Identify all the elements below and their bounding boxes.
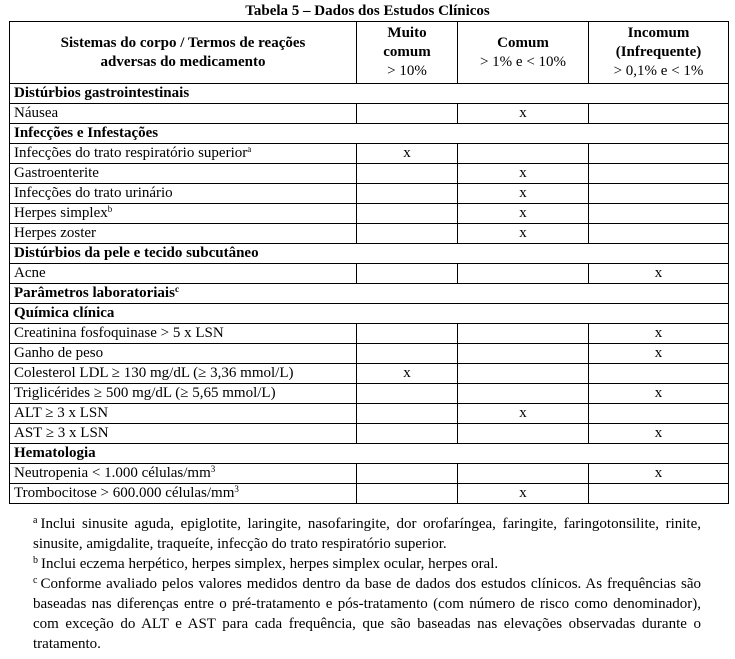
section-row (10, 244, 729, 264)
adverse-reaction-label (10, 464, 357, 484)
section-row (10, 124, 729, 144)
table-row (10, 264, 729, 284)
adverse-reaction-label (10, 384, 357, 404)
common-cell (458, 264, 589, 284)
table-row (10, 404, 729, 424)
adverse-reaction-text: Náusea (14, 105, 59, 121)
footnote-ref: 3 (210, 464, 216, 474)
section-row (10, 84, 729, 104)
adverse-reaction-text: Acne (14, 265, 46, 281)
uncommon-cell: x (589, 424, 729, 444)
common-cell: x (458, 484, 589, 504)
very-common-cell (357, 424, 458, 444)
table-row (10, 224, 729, 244)
uncommon-cell: x (589, 324, 729, 344)
header-line: adversas do medicamento (100, 53, 266, 70)
adverse-reaction-text: Infecções do trato urinário (14, 185, 173, 201)
header-line: Muito (387, 25, 427, 41)
common-cell (458, 424, 589, 444)
clinical-data-table (9, 21, 729, 504)
common-cell: x (458, 224, 589, 244)
very-common-cell (357, 484, 458, 504)
header-line: Incomum (627, 25, 690, 41)
common-cell (458, 144, 589, 164)
adverse-reaction-text: Neutropenia < 1.000 células/mm (14, 465, 211, 481)
adverse-reaction-label (10, 484, 357, 504)
very-common-cell (357, 104, 458, 124)
adverse-reaction-text: Herpes zoster (14, 225, 97, 241)
table-row (10, 484, 729, 504)
table-row (10, 144, 729, 164)
section-label (10, 84, 729, 104)
very-common-cell (357, 384, 458, 404)
section-label (10, 444, 729, 464)
footnote-marker: b (33, 555, 38, 566)
adverse-reaction-label (10, 144, 357, 164)
table-row (10, 344, 729, 364)
common-cell: x (458, 164, 589, 184)
common-cell (458, 324, 589, 344)
common-cell: x (458, 104, 589, 124)
adverse-reaction-label (10, 224, 357, 244)
footnote-c (33, 574, 701, 654)
section-label-text: Parâmetros laboratoriais (14, 285, 175, 301)
section-label (10, 244, 729, 264)
table-caption: Tabela 5 – Dados dos Estudos Clínicos (245, 3, 490, 19)
common-cell: x (458, 404, 589, 424)
section-row (10, 284, 729, 304)
header-very-common (357, 22, 458, 84)
table-row (10, 184, 729, 204)
section-row (10, 444, 729, 464)
uncommon-cell: x (589, 264, 729, 284)
footnote-ref: b (107, 204, 113, 214)
uncommon-cell (589, 404, 729, 424)
common-cell (458, 364, 589, 384)
adverse-reaction-text: ALT ≥ 3 x LSN (14, 405, 109, 421)
header-line: (Infrequente) (615, 44, 702, 60)
header-uncommon (589, 22, 729, 84)
table-row (10, 164, 729, 184)
very-common-cell (357, 464, 458, 484)
header-line: > 1% e < 10% (479, 53, 567, 70)
very-common-cell: x (357, 364, 458, 384)
adverse-reaction-text: Trombocitose > 600.000 células/mm (14, 485, 235, 501)
footnote-ref: a (247, 144, 252, 154)
adverse-reaction-label (10, 364, 357, 384)
section-label (10, 284, 729, 304)
adverse-reaction-text: Colesterol LDL ≥ 130 mg/dL (≥ 3,36 mmol/L) (14, 365, 294, 381)
footnote-ref: c (174, 284, 179, 294)
uncommon-cell: x (589, 344, 729, 364)
table-row (10, 384, 729, 404)
uncommon-cell (589, 104, 729, 124)
very-common-cell (357, 264, 458, 284)
common-cell (458, 384, 589, 404)
section-label-text: Hematologia (14, 445, 96, 461)
uncommon-cell (589, 144, 729, 164)
header-line: > 10% (387, 63, 427, 79)
footnotes (33, 514, 701, 654)
table-body (10, 84, 729, 504)
very-common-cell: x (357, 144, 458, 164)
very-common-cell (357, 224, 458, 244)
very-common-cell (357, 344, 458, 364)
very-common-cell (357, 184, 458, 204)
table-row (10, 324, 729, 344)
table-row (10, 424, 729, 444)
uncommon-cell (589, 184, 729, 204)
header-line: Comum (497, 34, 549, 51)
header-row (10, 22, 729, 84)
footnote-marker: c (33, 575, 38, 586)
section-label-text: Distúrbios da pele e tecido subcutâneo (14, 245, 259, 261)
adverse-reaction-label (10, 424, 357, 444)
section-label (10, 124, 729, 144)
table-row (10, 204, 729, 224)
section-row (10, 304, 729, 324)
section-label-text: Infecções e Infestações (14, 125, 159, 141)
common-cell: x (458, 184, 589, 204)
header-line: Sistemas do corpo / Termos de reações (60, 34, 306, 51)
uncommon-cell: x (589, 464, 729, 484)
footnote-text: Inclui sinusite aguda, epiglotite, laringite, nasofaringite, dor orofaríngea, faringite, faringotonsilite, rinite, sinusite, amigdalite, traqueíte, infecção do trato respiratório superior. (33, 516, 701, 552)
common-cell (458, 464, 589, 484)
section-label (10, 304, 729, 324)
uncommon-cell (589, 484, 729, 504)
adverse-reaction-text: Infecções do trato respiratório superior (14, 145, 248, 161)
uncommon-cell (589, 164, 729, 184)
adverse-reaction-label (10, 344, 357, 364)
common-cell: x (458, 204, 589, 224)
adverse-reaction-label (10, 404, 357, 424)
header-body-system (10, 22, 357, 84)
adverse-reaction-text: Herpes simplex (14, 205, 108, 221)
adverse-reaction-text: Triglicérides ≥ 500 mg/dL (≥ 5,65 mmol/L) (14, 385, 276, 401)
footnote-a (33, 514, 701, 554)
uncommon-cell (589, 364, 729, 384)
adverse-reaction-label (10, 204, 357, 224)
header-line: comum (383, 44, 431, 60)
very-common-cell (357, 324, 458, 344)
adverse-reaction-label (10, 184, 357, 204)
adverse-reaction-label (10, 164, 357, 184)
adverse-reaction-text: Gastroenterite (14, 165, 99, 181)
very-common-cell (357, 204, 458, 224)
section-label-text: Química clínica (14, 305, 115, 321)
header-common (458, 22, 589, 84)
footnote-text: Conforme avaliado pelos valores medidos dentro da base de dados dos estudos clínicos. As frequências são baseadas nas diferenças entre o pré-tratamento e pós-tratamento (com número de risco como denominador), com exceção do ALT e AST para cada frequência, que são baseadas nas elevações observadas durante o tratamento. (33, 576, 701, 652)
section-label-text: Distúrbios gastrointestinais (14, 85, 190, 101)
very-common-cell (357, 404, 458, 424)
uncommon-cell: x (589, 384, 729, 404)
footnote-marker: a (33, 515, 38, 526)
footnote-b (33, 554, 701, 574)
uncommon-cell (589, 224, 729, 244)
adverse-reaction-label (10, 324, 357, 344)
table-row (10, 104, 729, 124)
adverse-reaction-label (10, 264, 357, 284)
adverse-reaction-text: Ganho de peso (14, 345, 104, 361)
table-row (10, 364, 729, 384)
adverse-reaction-label (10, 104, 357, 124)
uncommon-cell (589, 204, 729, 224)
adverse-reaction-text: Creatinina fosfoquinase > 5 x LSN (14, 325, 224, 341)
common-cell (458, 344, 589, 364)
table-row (10, 464, 729, 484)
footnote-text: Inclui eczema herpético, herpes simplex, herpes simplex ocular, herpes oral. (41, 556, 499, 572)
header-line: > 0,1% e < 1% (613, 63, 704, 79)
adverse-reaction-text: AST ≥ 3 x LSN (14, 425, 109, 441)
footnote-ref: 3 (234, 484, 239, 494)
very-common-cell (357, 164, 458, 184)
